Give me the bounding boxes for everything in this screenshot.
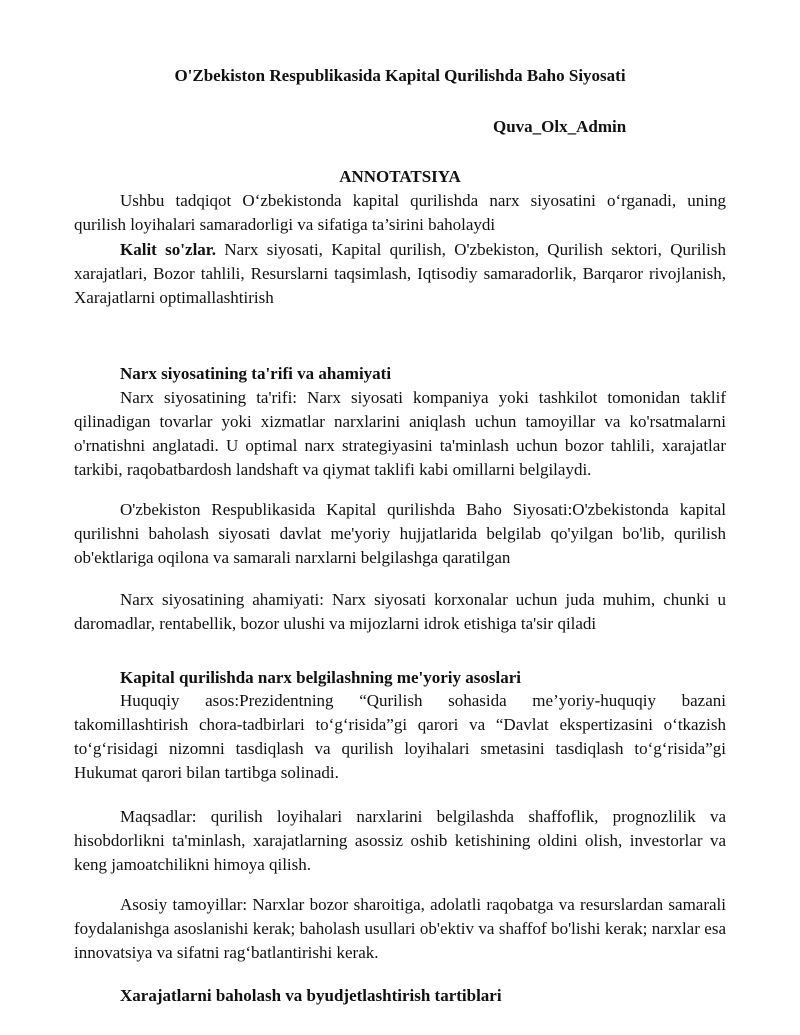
author-name: Quva_Olx_Admin [493, 117, 627, 136]
section2-paragraph-2: Maqsadlar: qurilish loyihalari narxlarini belgilashda shaffoflik, prognozlilik va hisobdorlikni ta'minlash, xarajatlarning asossiz oshib ketishining oldini olish, investorlar va keng jamoatchilikni himoya qilish. [74, 807, 726, 874]
section1-paragraph-3: Narx siyosatining ahamiyati: Narx siyosati korxonalar uchun juda muhim, chunki u daromadlar, rentabellik, bozor ulushi va mijozlarni idrok etishiga ta'sir qiladi [74, 590, 726, 633]
keywords-text: Narx siyosati, Kapital qurilish, O'zbekiston, Qurilish sektori, Qurilish xarajatlari, Bozor tahlili, Resurslarni taqsimlash, Iqtisodiy samaradorlik, Barqaror rivojlanish, Xarajatlarni optimallashtirish [74, 240, 726, 307]
section1-paragraph-1: Narx siyosatining ta'rifi: Narx siyosati kompaniya yoki tashkilot tomonidan taklif qilinadigan tovarlar yoki xizmatlar narxlarini aniqlash uchun tamoyillar va ko'rsatmalarni o'rnatishni anglatadi. U optimal narx strategiyasini ta'minlash uchun bozor tahlili, xarajatlar tarkibi, raqobatbardosh landshaft va qiymat taklifi kabi omillarni belgilaydi. [74, 388, 726, 479]
section2-paragraph-1: Huquqiy asos:Prezidentning “Qurilish sohasida me’yoriy-huquqiy bazani takomillashtirish chora-tadbirlari to‘g‘risida”gi qarori va “Davlat ekspertizasini o‘tkazish to‘g‘risidagi nizomni tasdiqlash va qurilish loyihalari smetasini tasdiqlash to‘g‘risida”gi Hukumat qarori bilan tartibga solinadi. [74, 691, 726, 782]
section1-paragraph-2: O'zbekiston Respublikasida Kapital qurilishda Baho Siyosati:O'zbekistonda kapital qurilishni baholash siyosati davlat me'yoriy hujjatlarida belgilab qo'yilgan bo'lib, qurilish ob'ektlariga oqilona va samarali narxlarni belgilashga qaratilgan [74, 500, 726, 567]
section2-paragraph-3: Asosiy tamoyillar: Narxlar bozor sharoitiga, adolatli raqobatga va resurslardan samarali foydalanishga asoslanishi kerak; baholash usullari ob'ektiv va shaffof bo'lishi kerak; narxlar esa innovatsiya va sifatni rag‘batlantirishi kerak. [74, 895, 726, 962]
section-heading-regulatory-basis: Kapital qurilishda narx belgilashning me'yoriy asoslari [120, 668, 521, 687]
abstract-paragraph: Ushbu tadqiqot O‘zbekistonda kapital qurilishda narx siyosatini o‘rganadi, uning qurilish loyihalari samaradorligi va sifatiga ta’sirini baholaydi [74, 191, 726, 234]
keywords-label: Kalit so'zlar. [120, 240, 217, 259]
keywords-paragraph [74, 238, 726, 310]
document-title: O'Zbekiston Respublikasida Kapital Qurilishda Baho Siyosati [174, 66, 626, 85]
section-heading-pricing-definition: Narx siyosatining ta'rifi va ahamiyati [120, 364, 392, 383]
section-heading-cost-estimation: Xarajatlarni baholash va byudjetlashtirish tartiblari [120, 986, 502, 1005]
annotation-heading: ANNOTATSIYA [339, 167, 461, 186]
